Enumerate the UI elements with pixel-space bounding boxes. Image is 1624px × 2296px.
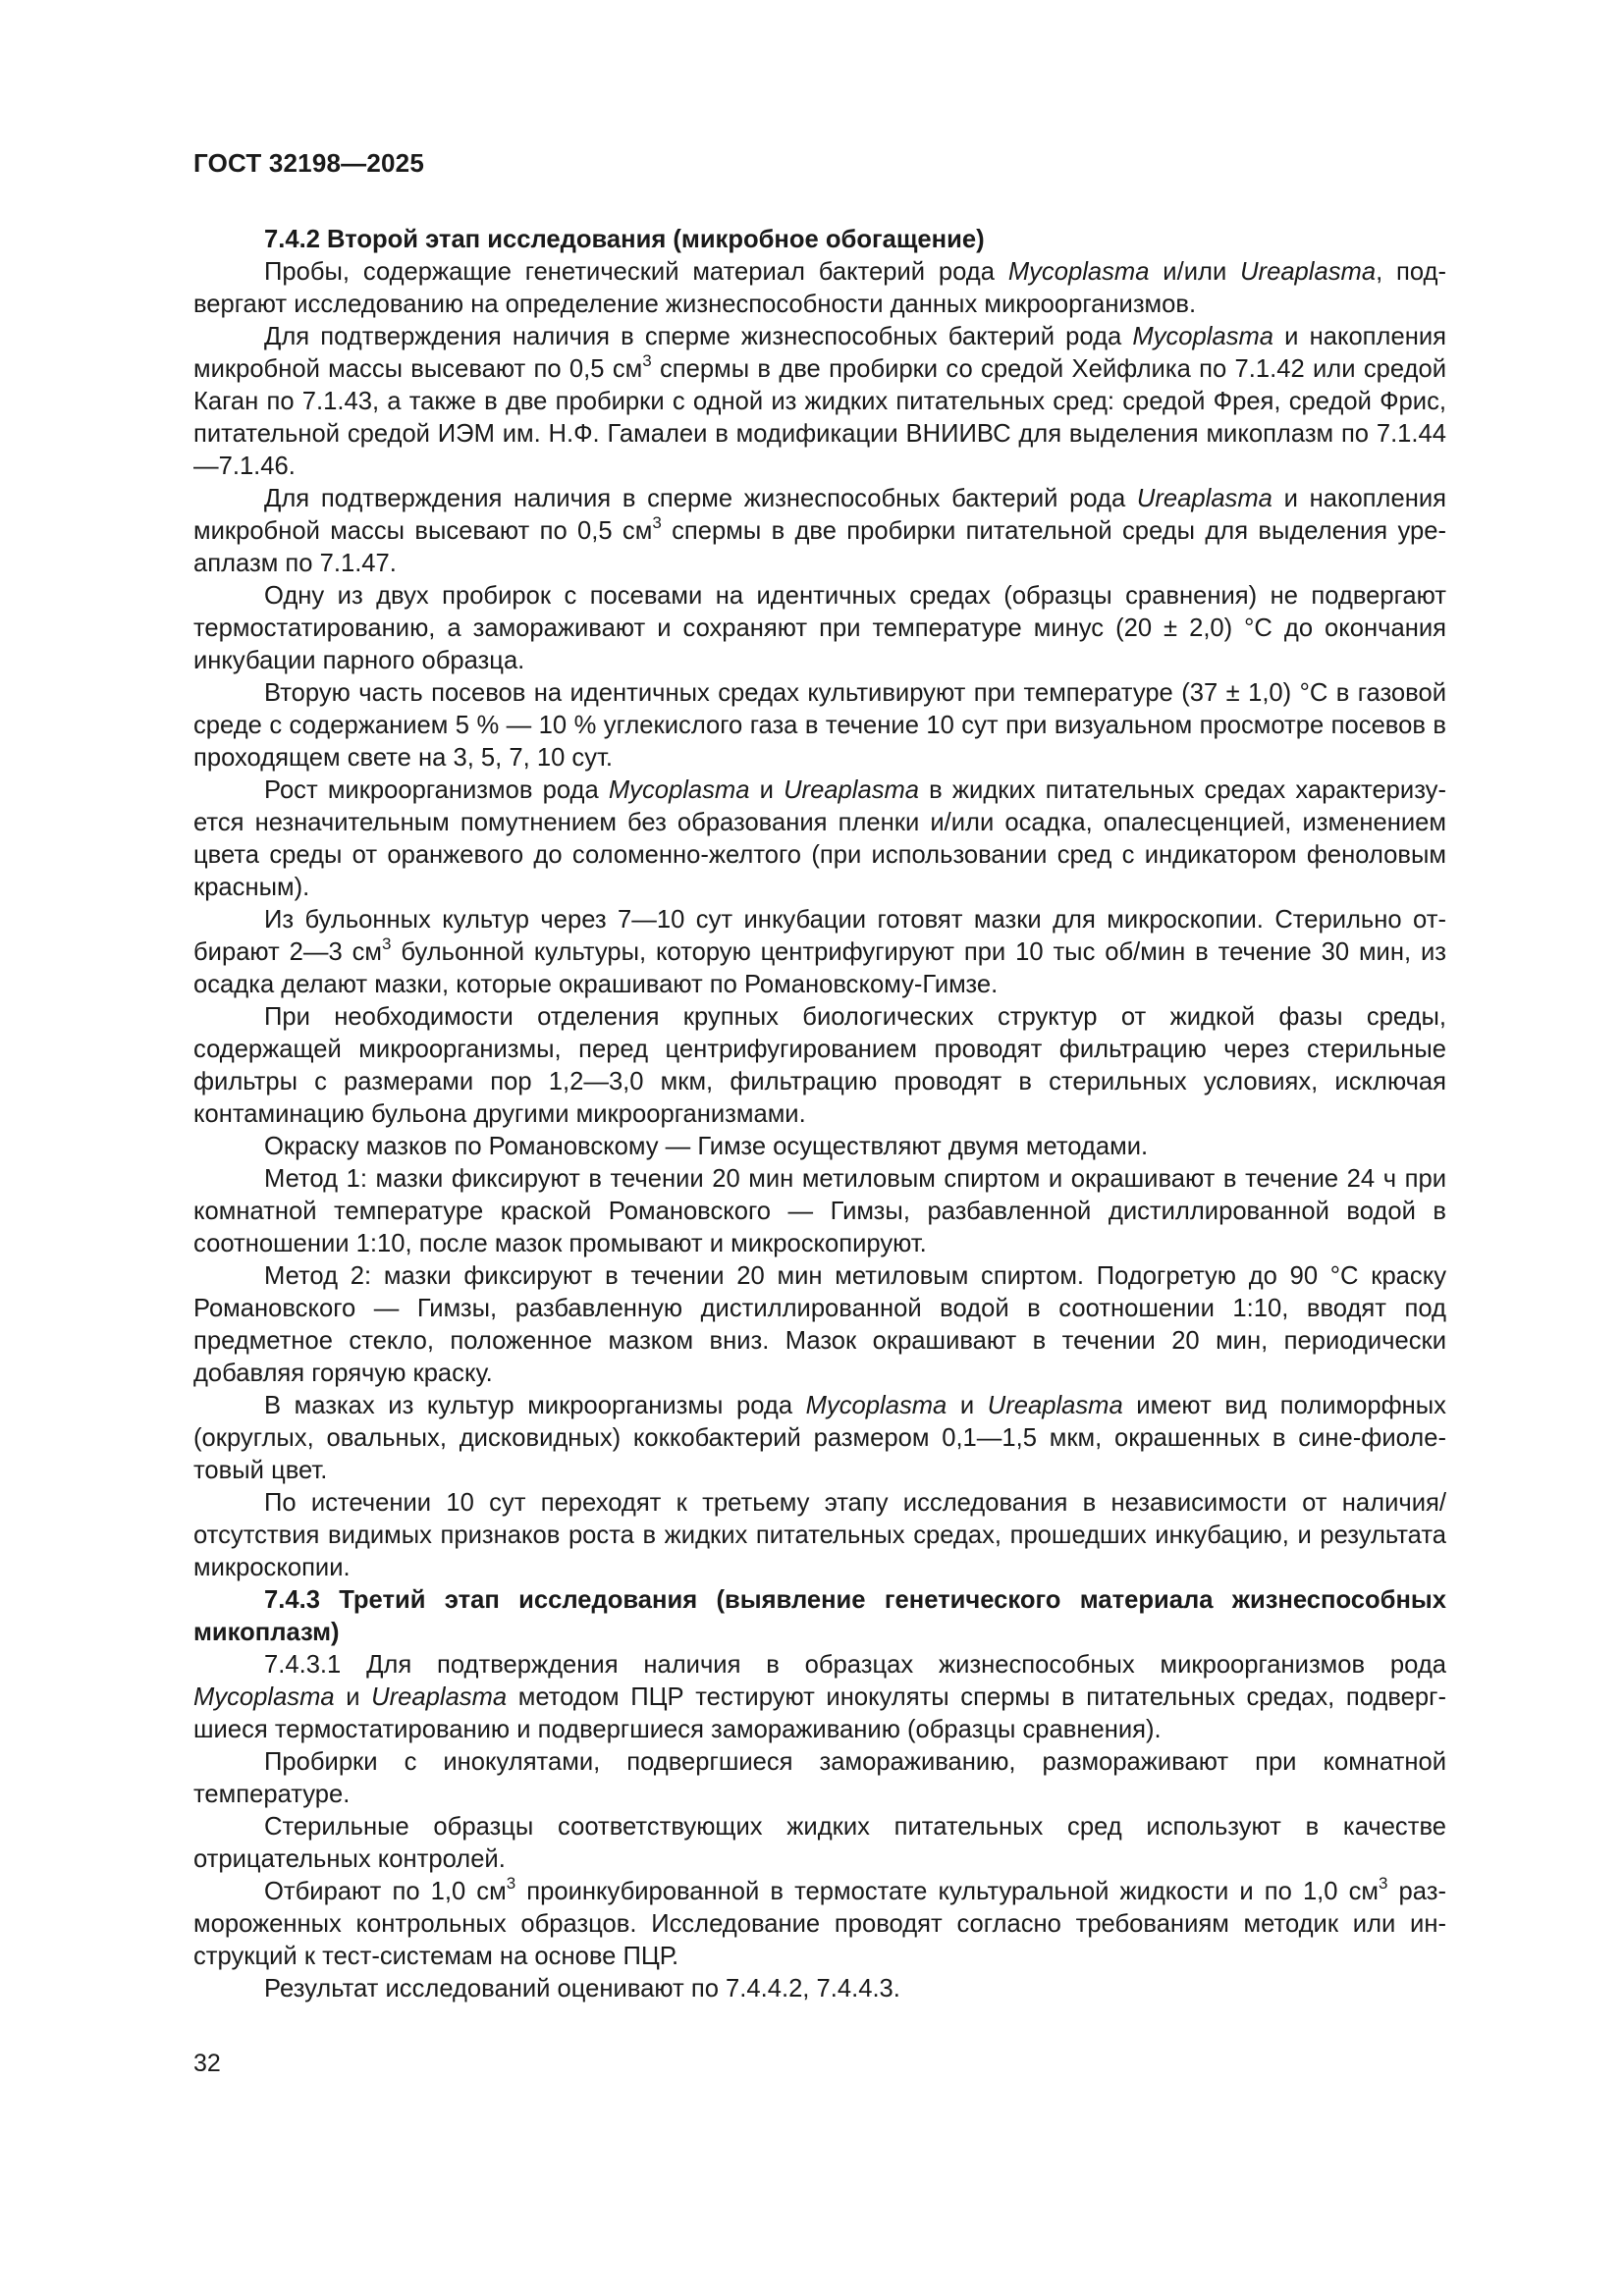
superscript-3: 3 bbox=[652, 513, 662, 532]
text-run: и bbox=[749, 776, 785, 804]
paragraph bbox=[193, 321, 1446, 483]
genus-name-mycoplasma: Mycoplasma bbox=[1007, 258, 1150, 286]
text-run: в жидких питательных средах характеризуется незначительным помутнением без образования пленки и/или осадка, опалесценцией, изменением цвета среды от оранжевого до соломенно-желтого (при использовании сред с индикатором феноловым красным). bbox=[193, 776, 1446, 901]
text-run: Рост микроорганизмов рода bbox=[264, 776, 609, 804]
text-run: размороженных контрольных образцов. Исследование проводят согласно требованиям методик или инструкций к тест-системам на основе ПЦР. bbox=[193, 1878, 1446, 1970]
superscript-3: 3 bbox=[382, 934, 392, 953]
page-number: 32 bbox=[193, 2050, 221, 2077]
text-run: методом ПЦР тестируют инокуляты спермы в питательных средах, подвергшиеся термостатированию и подвергшиеся замораживанию (образцы сравнения). bbox=[193, 1683, 1446, 1743]
text-run: Для подтверждения наличия в сперме жизнеспособных бактерий рода bbox=[264, 323, 1133, 350]
superscript-3: 3 bbox=[506, 1874, 516, 1893]
paragraph bbox=[193, 904, 1446, 1001]
genus-name-ureaplasma: Ureaplasma bbox=[1240, 258, 1377, 286]
text-run: Отбирают по 1,0 см bbox=[264, 1878, 507, 1905]
text-run: Из бульонных культур через 7—10 сут инкубации готовят мазки для микроскопии. Стерильно отбирают 2—3 см bbox=[193, 906, 1446, 966]
section-heading-7-4-3: 7.4.3 Третий этап исследования (выявление генетического материала жизнеспособных микоплазм) bbox=[193, 1586, 1446, 1646]
paragraph bbox=[193, 1390, 1446, 1487]
paragraph: Метод 1: мазки фиксируют в течении 20 мин метиловым спиртом и окрашивают в течение 24 ч при комнатной температуре краской Романовского — Гимзы, разбавленной дистиллированной водой в соотношении 1:10, после мазок промывают и микроскопируют. bbox=[193, 1165, 1446, 1257]
genus-name-mycoplasma: Mycoplasma bbox=[805, 1392, 947, 1419]
paragraph bbox=[193, 483, 1446, 580]
text-run: 7.4.3.1 Для подтверждения наличия в образцах жизнеспособных микроорганизмов рода bbox=[264, 1651, 1446, 1679]
superscript-3: 3 bbox=[1379, 1874, 1388, 1893]
paragraph: Результат исследований оценивают по 7.4.4.2, 7.4.4.3. bbox=[264, 1975, 900, 2002]
genus-name-ureaplasma: Ureaplasma bbox=[784, 776, 920, 804]
paragraph bbox=[193, 774, 1446, 904]
section-heading-7-4-2: 7.4.2 Второй этап исследования (микробное обогащение) bbox=[264, 226, 985, 253]
paragraph: Метод 2: мазки фиксируют в течении 20 мин метиловым спиртом. Подогретую до 90 °С краску Романовского — Гимзы, разбавленную дистиллированной водой в соотношении 1:10, вводят под предметное стекло, положенное мазком вниз. Мазок окрашивают в течении 20 мин, периодически добавляя горячую краску. bbox=[193, 1262, 1446, 1387]
genus-name-mycoplasma: Mycoplasma bbox=[193, 1683, 335, 1711]
text-run: В мазках из культур микроорганизмы рода bbox=[264, 1392, 806, 1419]
paragraph: Окраску мазков по Романовскому — Гимзе осуществляют двумя методами. bbox=[264, 1133, 1149, 1160]
paragraph: Пробирки с инокулятами, подвергшиеся замораживанию, размораживают при комнатной температуре. bbox=[193, 1748, 1446, 1808]
paragraph: При необходимости отделения крупных биологических структур от жидкой фазы среды, содержащей микроорганизмы, перед центрифугированием проводят фильтрацию через стерильные фильтры с размерами пор 1,2—3,0 мкм, фильтрацию проводят в стерильных условиях, исключая контаминацию бульона другими микроорганизмами. bbox=[193, 1003, 1446, 1128]
text-run: Пробы, содержащие генетический материал бактерий рода bbox=[264, 258, 1008, 286]
paragraph bbox=[193, 1876, 1446, 1973]
text-run: и bbox=[334, 1683, 372, 1711]
paragraph bbox=[193, 256, 1446, 321]
text-run: и накопления микробной массы высевают по 0,5 см bbox=[193, 323, 1446, 383]
text-run: имеют вид полиморфных (округлых, овальных, дисковидных) коккобактерий размером 0,1—1,5 мкм, окрашенных в сине-фиолетовый цвет. bbox=[193, 1392, 1446, 1484]
text-run: Для подтверждения наличия в сперме жизнеспособных бактерий рода bbox=[264, 485, 1137, 512]
paragraph: Одну из двух пробирок с посевами на идентичных средах (образцы сравнения) не подвергают термостатированию, а замораживают и сохраняют при температуре минус (20 ± 2,0) °С до окончания инкубации парного образца. bbox=[193, 582, 1446, 674]
text-run: и bbox=[947, 1392, 988, 1419]
text-run: бульонной культуры, которую центрифугируют при 10 тыс об/мин в течение 30 мин, из осадка делают мазки, которые окрашивают по Романовскому-Гимзе. bbox=[193, 938, 1446, 998]
superscript-3: 3 bbox=[642, 351, 652, 370]
document-body bbox=[193, 224, 1446, 2005]
text-run: спермы в две пробирки со средой Хейфлика по 7.1.42 или средой Каган по 7.1.43, а также в две пробирки с одной из жидких питательных сред: средой Фрея, средой Фрис, питательной средой ИЭМ им. Н.Ф. Гамалеи в модификации ВНИИВС для выделения микоплазм по 7.1.44—7.1.46. bbox=[193, 355, 1446, 480]
paragraph bbox=[193, 1649, 1446, 1746]
paragraph: Вторую часть посевов на идентичных средах культивируют при температуре (37 ± 1,0) °С в газовой среде с содержанием 5 % — 10 % углекислого газа в течение 10 сут при визуальном просмотре посевов в проходящем свете на 3, 5, 7, 10 сут. bbox=[193, 679, 1446, 772]
text-run: проинкубированной в термостате культуральной жидкости и по 1,0 см bbox=[515, 1878, 1379, 1905]
text-run: и/или bbox=[1149, 258, 1241, 286]
genus-name-mycoplasma: Mycoplasma bbox=[608, 776, 750, 804]
genus-name-ureaplasma: Ureaplasma bbox=[1136, 485, 1272, 512]
text-run: , подвергают исследованию на определение жизнеспособности данных микроорганизмов. bbox=[193, 258, 1447, 318]
genus-name-ureaplasma: Ureaplasma bbox=[987, 1392, 1123, 1419]
paragraph: Стерильные образцы соответствующих жидких питательных сред используют в качестве отрицательных контролей. bbox=[193, 1813, 1446, 1873]
text-run: и накопления микробной массы высевают по 0,5 см bbox=[193, 485, 1446, 545]
text-run: спермы в две пробирки питательной среды для выделения уреаплазм по 7.1.47. bbox=[193, 517, 1446, 577]
genus-name-ureaplasma: Ureaplasma bbox=[371, 1683, 508, 1711]
document-code-header: ГОСТ 32198—2025 bbox=[193, 148, 424, 178]
paragraph: По истечении 10 сут переходят к третьему этапу исследования в независимости от наличия/отсутствия видимых признаков роста в жидких питательных средах, прошедших инкубацию, и результата микроскопии. bbox=[193, 1489, 1446, 1581]
genus-name-mycoplasma: Mycoplasma bbox=[1132, 323, 1274, 350]
